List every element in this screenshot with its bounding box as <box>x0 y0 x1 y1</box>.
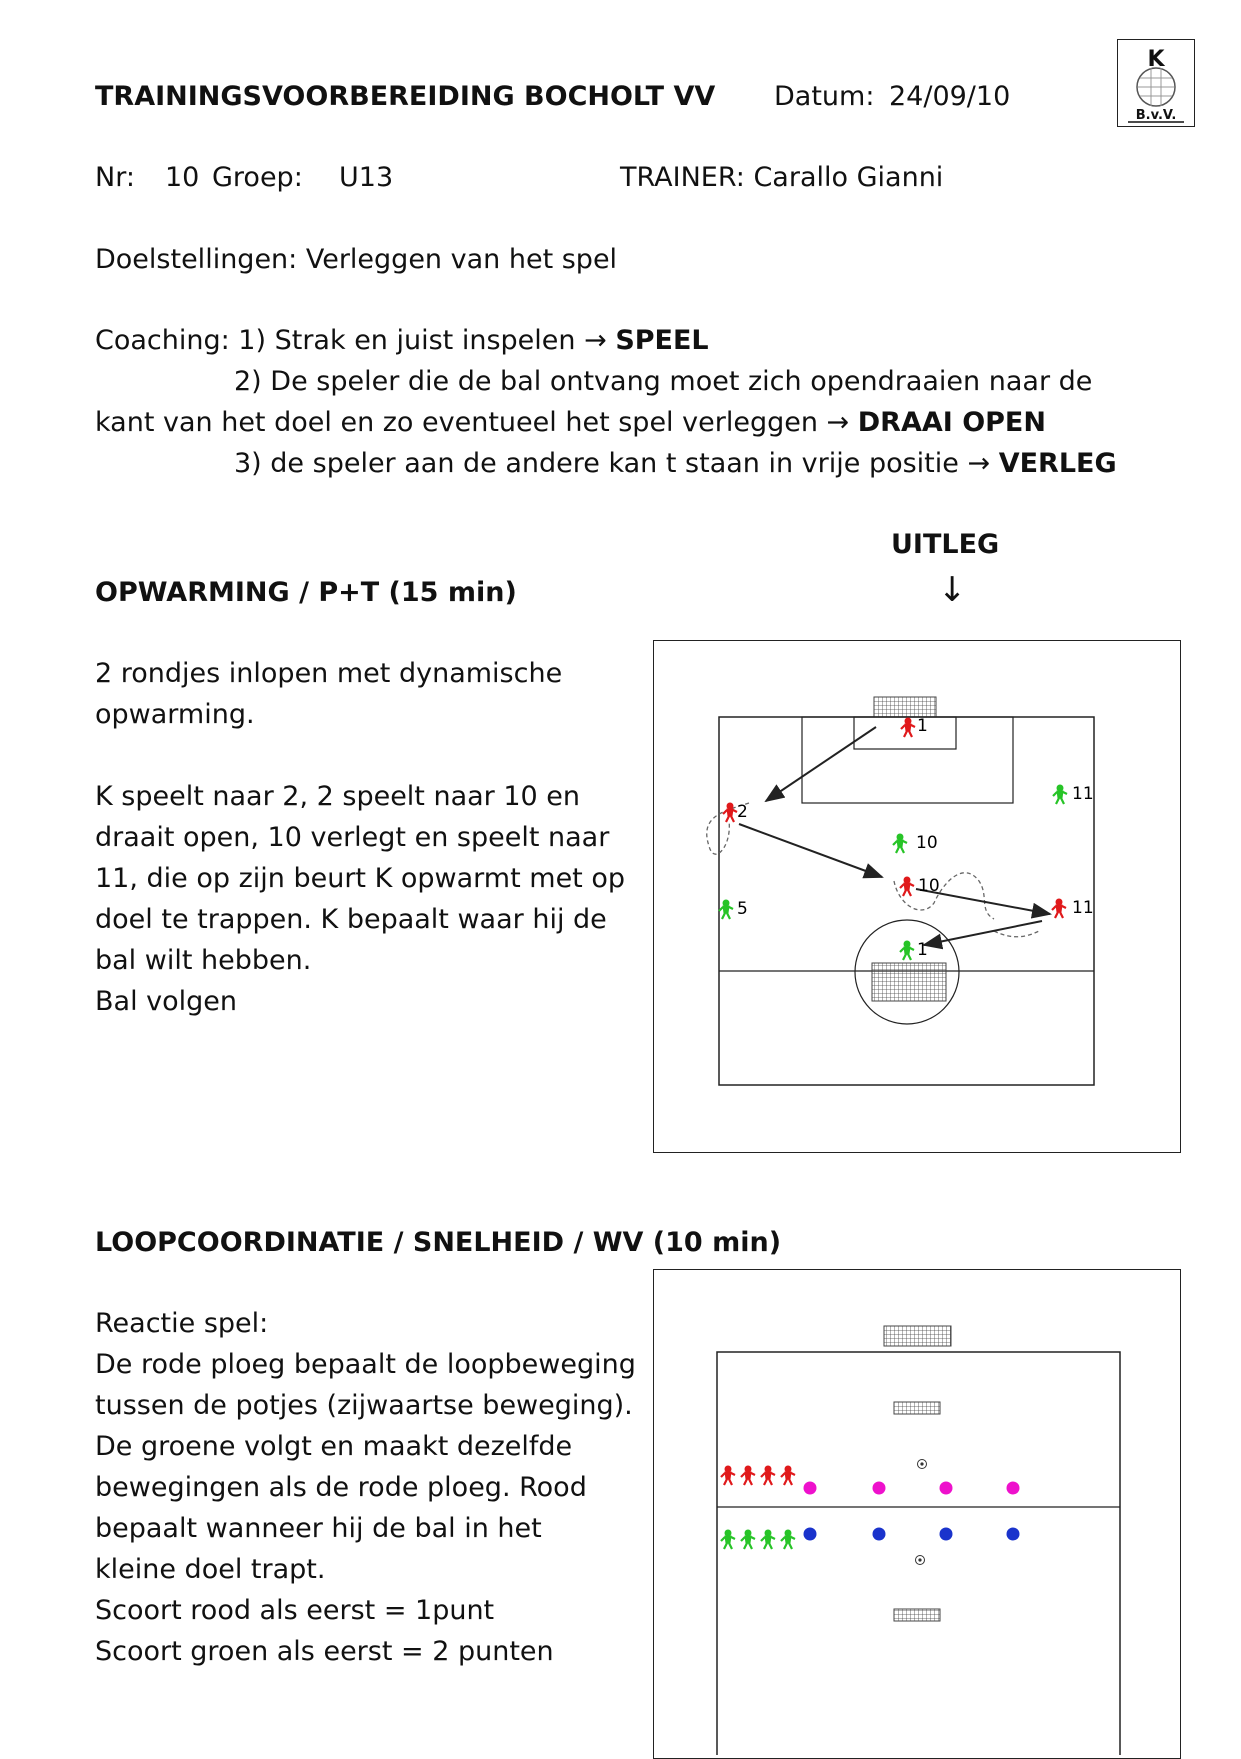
player-icon <box>1053 785 1067 804</box>
cone-icon <box>1007 1482 1020 1495</box>
cone-icon <box>804 1482 817 1495</box>
text-line: bepaalt wanneer hij de bal in het <box>95 1513 542 1544</box>
text-line: doel te trappen. K bepaalt waar hij de <box>95 904 607 935</box>
player-icon <box>741 1466 755 1485</box>
section-title-loopcoordinatie: LOOPCOORDINATIE / SNELHEID / WV (10 min) <box>95 1227 782 1258</box>
player-label: 5 <box>737 899 748 919</box>
coaching-key-verleg: VERLEG <box>998 448 1117 479</box>
text-line: De groene volgt en maakt dezelfde <box>95 1431 573 1462</box>
arrow-icon: → <box>584 325 607 356</box>
text-line: 11, die op zijn beurt K opwarmt met op <box>95 863 626 894</box>
coaching-key-speel: SPEEL <box>615 325 709 356</box>
cone-icon <box>873 1482 886 1495</box>
objectives: Doelstellingen: Verleggen van het spel <box>95 244 618 275</box>
logo-text: B.v.V. <box>1135 108 1177 123</box>
logo-letter: K <box>1147 47 1165 72</box>
player-label: 2 <box>737 802 748 822</box>
nr-value: 10 <box>165 162 200 193</box>
player-icon <box>900 941 914 960</box>
document-title: TRAININGSVOORBEREIDING BOCHOLT VV <box>95 81 716 112</box>
player-icon <box>723 803 737 822</box>
text-line: De rode ploeg bepaalt de loopbeweging <box>95 1349 636 1380</box>
player-icon <box>893 834 907 853</box>
cone-icon <box>1007 1528 1020 1541</box>
text-line: Bal volgen <box>95 986 238 1017</box>
player-label: 1 <box>917 716 928 736</box>
uitleg-label: UITLEG <box>891 529 1000 560</box>
goal-net-icon <box>894 1402 940 1414</box>
text-line: tussen de potjes (zijwaartse beweging). <box>95 1390 633 1421</box>
player-icon <box>781 1466 795 1485</box>
player-label: 11 <box>1072 784 1094 804</box>
player-icon <box>721 1466 735 1485</box>
text-line: kleine doel trapt. <box>95 1554 326 1585</box>
nr-label: Nr: <box>95 162 135 193</box>
arrow-icon: → <box>967 448 991 479</box>
player-icon <box>901 718 915 737</box>
groep-label: Groep: <box>212 162 303 193</box>
diagram-reactiespel <box>653 1269 1181 1759</box>
groep-value: U13 <box>339 162 394 193</box>
text-line <box>95 735 625 776</box>
coaching-key-draai-open: DRAAI OPEN <box>857 407 1046 438</box>
player-icon <box>900 877 914 896</box>
cone-icon <box>940 1528 953 1541</box>
cone-icon <box>873 1528 886 1541</box>
text-line: bal wilt hebben. <box>95 945 312 976</box>
player-icon <box>719 900 733 919</box>
player-icon <box>761 1530 775 1549</box>
text-line: Scoort groen als eerst = 2 punten <box>95 1636 554 1667</box>
ball-icon <box>916 1556 925 1565</box>
coaching-line-2: 2) De speler die de bal ontvang moet zich opendraaien naar de <box>234 366 1093 397</box>
arrow-icon: → <box>826 407 850 438</box>
cone-icon <box>940 1482 953 1495</box>
text-line: 2 rondjes inlopen met dynamische <box>95 658 563 689</box>
coaching-line-4: 3) de speler aan de andere kan t staan in vrije positie → VERLEG <box>234 448 1117 479</box>
down-arrow-icon: ↓ <box>938 570 967 610</box>
goal-net-icon <box>872 963 946 1001</box>
player-icon <box>1052 899 1066 918</box>
date-label: Datum: <box>774 81 875 112</box>
diagram-opwarming <box>653 640 1181 1153</box>
player-label: 10 <box>918 876 940 896</box>
text-line: draait open, 10 verlegt en speelt naar <box>95 822 610 853</box>
player-icon <box>761 1466 775 1485</box>
goal-net-icon <box>894 1609 940 1621</box>
player-icon <box>741 1530 755 1549</box>
player-icon <box>781 1530 795 1549</box>
section-title-opwarming: OPWARMING / P+T (15 min) <box>95 577 517 608</box>
date-value: 24/09/10 <box>889 81 1011 112</box>
text-line: bewegingen als de rode ploeg. Rood <box>95 1472 587 1503</box>
text-line: K speelt naar 2, 2 speelt naar 10 en <box>95 781 581 812</box>
coaching-line-1: Coaching: 1) Strak en juist inspelen → SPEEL <box>95 325 709 356</box>
text-line: opwarming. <box>95 699 255 730</box>
coaching-line-3: kant van het doel en zo eventueel het spel verleggen → DRAAI OPEN <box>95 407 1046 438</box>
ball-icon <box>918 1460 927 1469</box>
player-label: 11 <box>1072 898 1094 918</box>
section-text-opwarming <box>95 653 625 1022</box>
logo-icon <box>1117 39 1195 127</box>
text-line: Scoort rood als eerst = 1punt <box>95 1595 495 1626</box>
player-icon <box>721 1530 735 1549</box>
section-text-loopcoordinatie <box>95 1303 636 1672</box>
player-label: 10 <box>916 833 938 853</box>
goal-net-icon <box>884 1326 951 1346</box>
cone-icon <box>804 1528 817 1541</box>
trainer: TRAINER: Carallo Gianni <box>620 162 944 193</box>
text-line: Reactie spel: <box>95 1308 269 1339</box>
player-label: 1 <box>917 940 928 960</box>
